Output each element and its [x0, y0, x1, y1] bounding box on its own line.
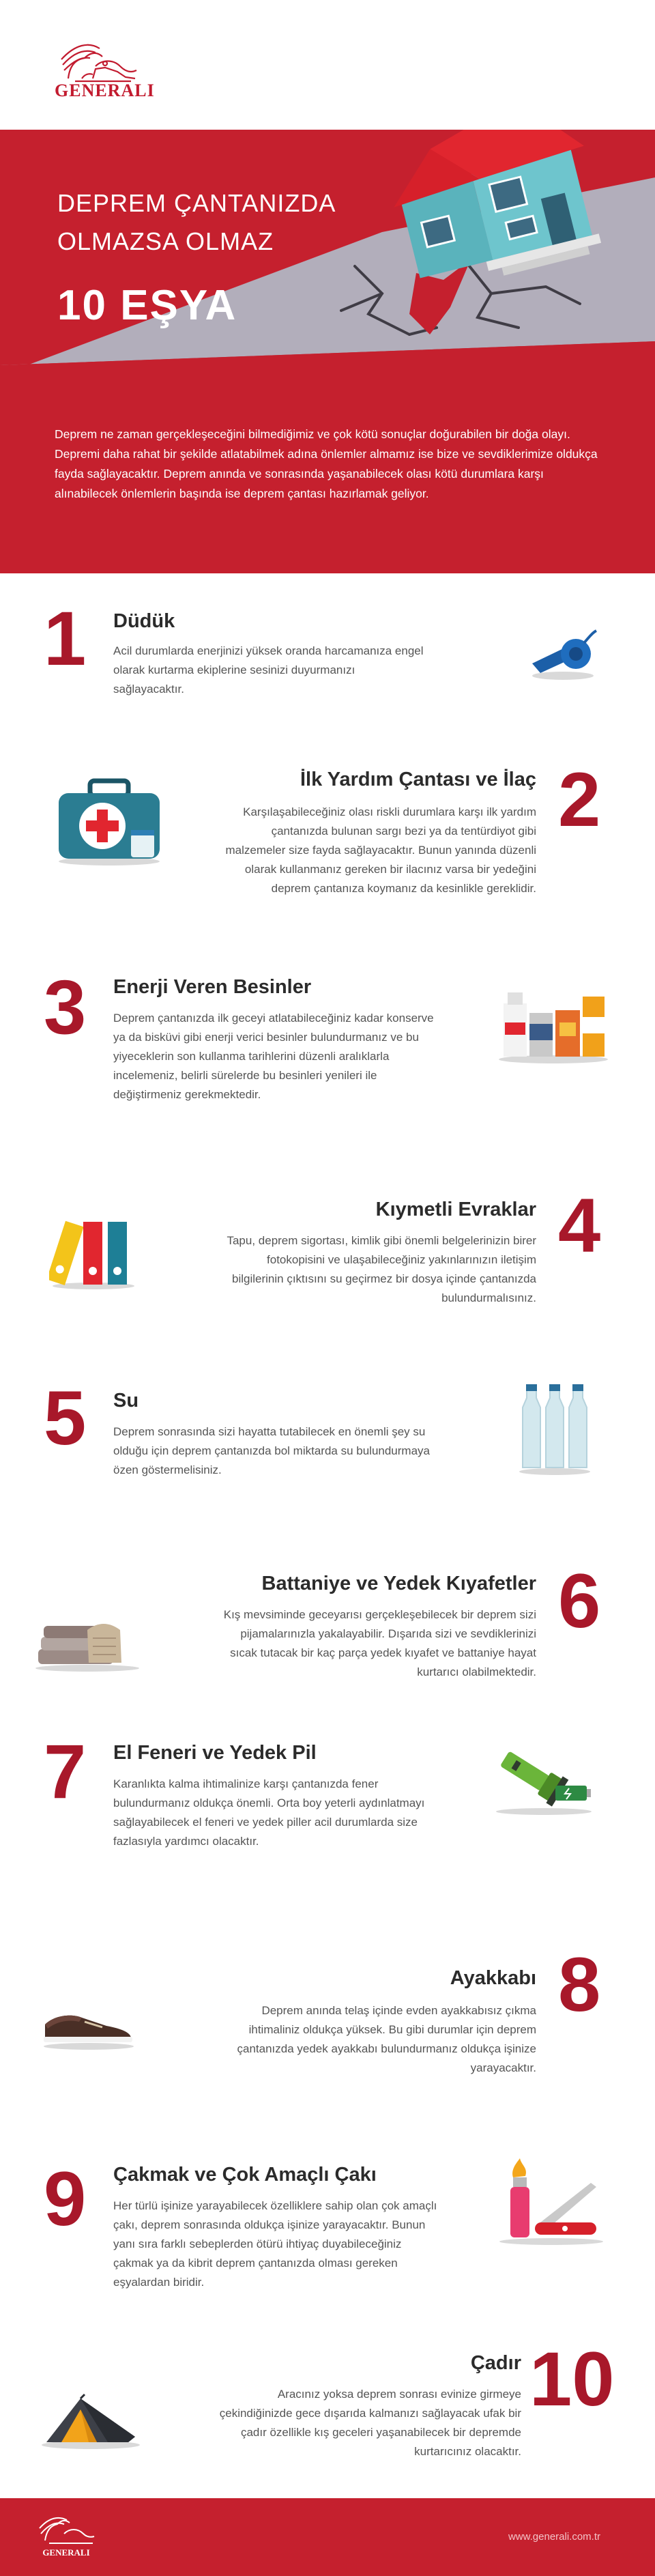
hero-intro-text: Deprem ne zaman gerçekleşeceğini bilmediğimiz ve çok kötü sonuçlar doğurabilen bir doğa olayı. Depremi daha rahat bir şekilde atlatabilmek adına önlemler almamız ise bize ve sevdiklerimize oldukça fayda sağlayacaktır. Deprem anında ve sonrasında yaşanabilecek olası kötü durumlara karşı alınabilecek önlemlerin başında ise deprem çantası hazırlamak geliyor. — [55, 427, 598, 500]
folders-icon — [49, 1215, 138, 1290]
item-number: 6 — [558, 1558, 601, 1644]
footer-website-link[interactable]: www.generali.com.tr — [508, 2531, 600, 2543]
water-bottles-icon — [517, 1380, 592, 1476]
item-text: Deprem anında telaş içinde evden ayakkabısız çıkma ihtimaliniz oldukça yüksek. Bu gibi durumlar için deprem çantanızda yedek ayakkabı bulundurmanız oldukça işinize yarayacaktır. — [237, 2004, 536, 2074]
item-number: 4 — [558, 1183, 601, 1268]
generali-wordmark: GENERALI — [55, 81, 155, 100]
item-number: 3 — [44, 964, 87, 1050]
item-title: Battaniye ve Yedek Kıyafetler — [261, 1573, 536, 1594]
flashlight-icon — [493, 1741, 595, 1816]
item-text: Deprem sonrasında sizi hayatta tutabilecek en önemli şey su olduğu için deprem çantanızda bol miktarda su bulundurmaya özen göstermelisiniz. — [113, 1425, 430, 1476]
item-title: Enerji Veren Besinler — [113, 976, 312, 998]
shoe-icon — [41, 2003, 136, 2050]
item-number: 7 — [44, 1729, 87, 1814]
header — [0, 0, 655, 130]
item-text: Deprem çantanızda ilk geceyi atlatabileceğiniz kadar konserve ya da bisküvi gibi enerji verici besinler bulundurmanız ve bu yiyeceklerin son kullanma tarihlerini düzenli aralıklarla incelemeniz, belirli sürelerde bu besinleri yenileri ile değiştirmeniz gerekmektedir. — [113, 1012, 434, 1101]
hero-banner — [0, 130, 655, 573]
hero-big-title: 10 EŞYA — [57, 282, 237, 329]
item-title: Çadır — [470, 2352, 521, 2374]
hero-title-line1: DEPREM ÇANTANIZDA — [57, 189, 336, 217]
item-title: Çakmak ve Çok Amaçlı Çakı — [113, 2164, 377, 2186]
footer-wordmark: GENERALI — [42, 2547, 90, 2558]
lighter-knife-icon — [497, 2157, 606, 2246]
item-number: 5 — [44, 1375, 87, 1461]
item-text: Kış mevsiminde geceyarısı gerçekleşebilecek bir deprem sizi pijamalarınızla yakalayabilir. Dışarıda sizi ve sevdiklerinizi sıcak tutacak bir kaç parça yedek kıyafet ve battaniye hayat kurtarıcı olabilmektedir. — [223, 1608, 536, 1678]
whistle-icon — [525, 628, 600, 683]
item-title: El Feneri ve Yedek Pil — [113, 1742, 317, 1764]
item-text: Her türlü işinize yarayabilecek özelliklere sahip olan çok amaçlı çakı, deprem sonrasında oldukça işinize yarayacaktır. Bunun yanı sıra farklı sebeplerden ötürü ihtiyaç duyabileceğiniz çakmak ya da kibrit deprem çantanızda olması gereken eşyalardan biridir. — [113, 2199, 437, 2289]
item-text: Karanlıkta kalma ihtimalinize karşı çantanızda fener bulundurmanız oldukça önemli. Orta boy yeterli aydınlatmayı sağlayabilecek el feneri ve yedek piller acil durumlarda size fazlasıyla yardımcı olacaktır. — [113, 1777, 425, 1848]
tent-icon — [40, 2389, 142, 2450]
footer — [0, 2498, 655, 2576]
item-text: Aracınız yoksa deprem sonrası evinize girmeye çekindiğinizde gece dışarıda kalmanızı sağlayacak ufak bir çadır özellikle kış geceleri yaşanabilecek bir depremde kurtarıcınız olacaktır. — [219, 2388, 521, 2458]
item-number: 2 — [558, 757, 601, 842]
hero-title — [57, 184, 358, 261]
item-text: Tapu, deprem sigortası, kimlik gibi önemli belgelerinizin birer fotokopisini ve ulaşabileceğiniz yakınlarınızın iletişim bilgilerinin çıktısını su geçirmez bir dosya içinde çantanızda bulundurmalısınız. — [227, 1234, 536, 1304]
item-number: 10 — [529, 2336, 615, 2422]
item-title: Kıymetli Evraklar — [375, 1199, 536, 1220]
item-text: Karşılaşabileceğiniz olası riskli durumlara karşı ilk yardım çantanızda bulunan sargı bezi ya da tentürdiyot gibi malzemeler size fayda sağlayacaktır. Bunun yanında düzenli olarak kullanmanız gereken bir ilacınız varsa bir yedeğini deprem çantanıza koymanız da kesinlikle gereklidir. — [225, 805, 536, 895]
item-title: Su — [113, 1390, 139, 1412]
item-title: Ayakkabı — [450, 1967, 536, 1989]
blanket-icon — [33, 1611, 142, 1672]
item-number: 1 — [44, 596, 87, 681]
generali-footer-logo — [35, 2513, 97, 2561]
item-title: Düdük — [113, 610, 175, 632]
item-text: Acil durumlarda enerjinizi yüksek oranda harcamanıza engel olarak kurtarma ekiplerine sesinizi duyurmanızı sağlayacaktır. — [113, 644, 424, 696]
item-number: 9 — [44, 2156, 87, 2242]
food-icon — [495, 983, 611, 1065]
item-title: İlk Yardım Çantası ve İlaç — [300, 769, 536, 790]
first-aid-kit-icon — [55, 778, 164, 867]
hero-title-line2: OLMAZSA OLMAZ — [57, 227, 274, 255]
item-number: 8 — [558, 1942, 601, 2027]
